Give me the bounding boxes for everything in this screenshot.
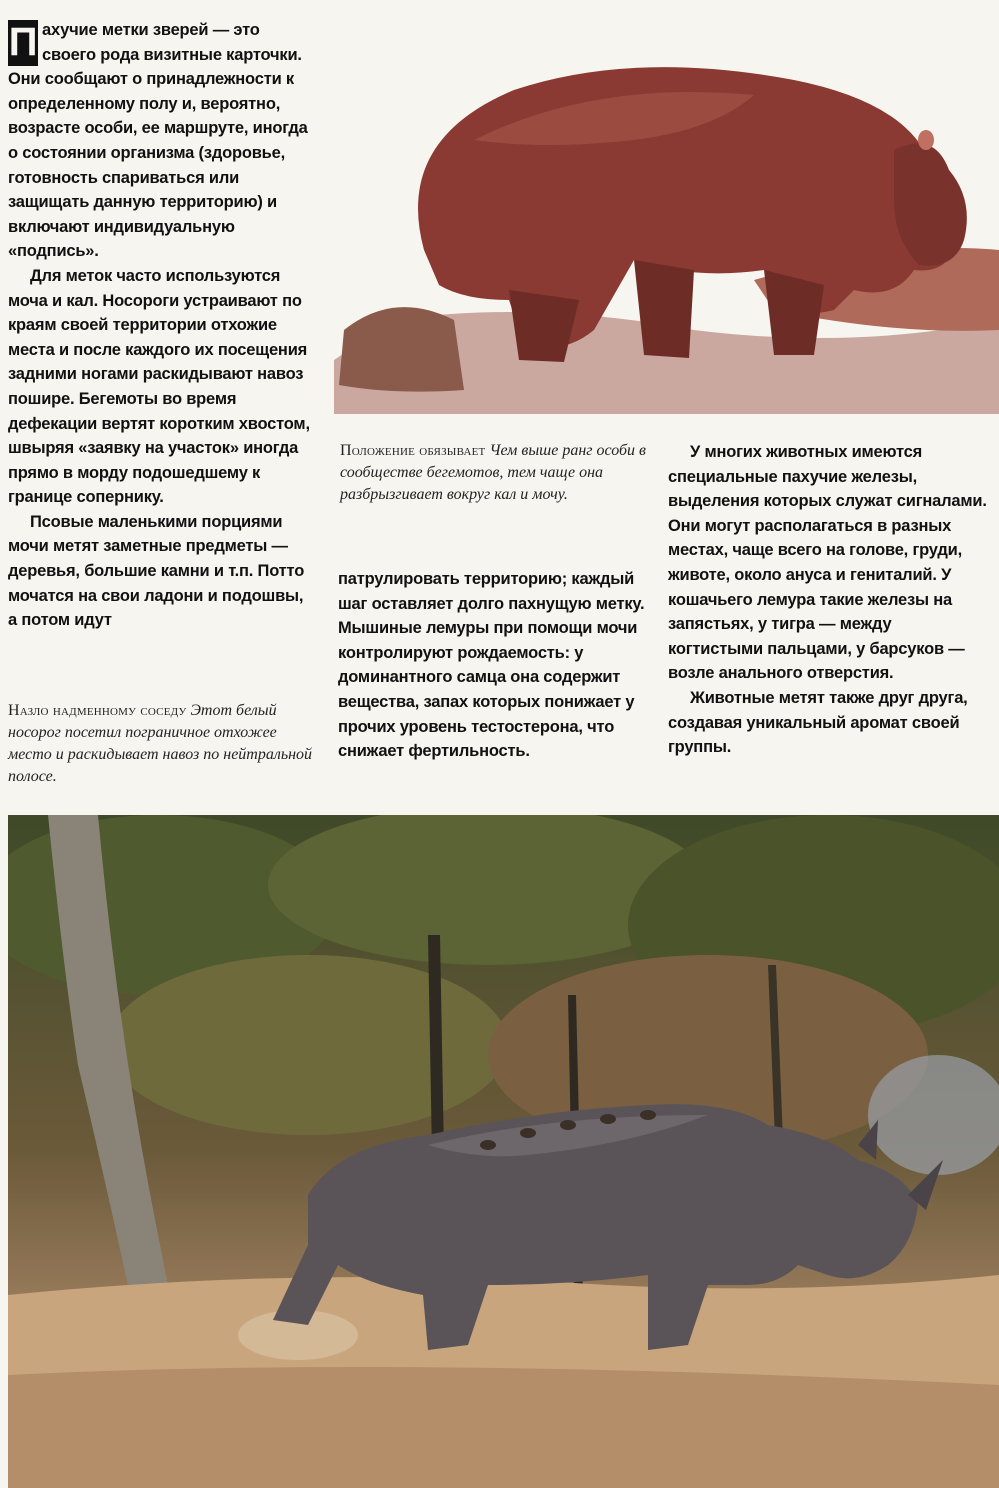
hippo-caption [340, 440, 650, 506]
caption-heading: Положение обязывает [340, 442, 486, 459]
rhino-caption [8, 700, 313, 788]
rhino-photo [8, 815, 999, 1488]
caption-body: Этот белый носорог посетил пограничное отхожее место и раскидывает навоз по нейтральной полосе. [8, 702, 313, 785]
paragraph: П ахучие метки зверей — это своего рода визитные карточки. Они сообщают о принадлежности к определенному полу и, вероятно, возрасте особи, ее маршруте, иногда о состоянии организма (здоровье, готовность спариваться или защищать данную территорию) и включают индивидуальную «подпись». [8, 20, 308, 261]
caption-body: Чем выше ранг особи в сообществе бегемотов, тем чаще она разбрызгивает вокруг кал и мочу. [340, 442, 646, 503]
paragraph: Животные метят также друг друга, создавая уникальный аромат своей группы. [668, 688, 968, 757]
text-column-3 [668, 440, 990, 760]
paragraph: Для меток часто используются моча и кал. Носороги устраивают по краям своей территории отхожие места и после каждого их посещения задними ногами раскидывают навоз пошире. Бегемоты во время дефекации вертят коротким хвостом, швыряя «заявку на участок» иногда прямо в морду подошедшему к границе сопернику. [8, 266, 310, 507]
paragraph: Псовые маленькими порциями мочи метят заметные предметы — деревья, большие камни и т.п. Потто мочатся на свои ладони и подошвы, а потом идут [8, 512, 305, 630]
paragraph: У многих животных имеются специальные пахучие железы, выделения которых служат сигналами. Они могут располагаться в разных местах, чаще всего на голове, груди, животе, около ануса и гениталий. У кошачьего лемура такие железы на запястьях, у тигра — между когтистыми пальцами, у барсуков — возле анального отверстия. [668, 443, 987, 683]
caption-heading: Назло надменному соседу [8, 702, 187, 719]
paragraph: патрулировать территорию; каждый шаг оставляет долго пахнущую метку. Мышиные лемуры при помощи мочи контролируют рождаемость: у доминантного самца она содержит вещества, запах которых понижает у прочих уровень тестостерона, что снижает фертильность. [338, 570, 645, 761]
text-column-1 [8, 18, 310, 633]
hippo-illustration [334, 0, 999, 414]
hippo-photo [334, 0, 999, 414]
text-column-2 [338, 567, 658, 764]
rhino-illustration [8, 815, 999, 1488]
drop-cap: П [8, 20, 38, 64]
